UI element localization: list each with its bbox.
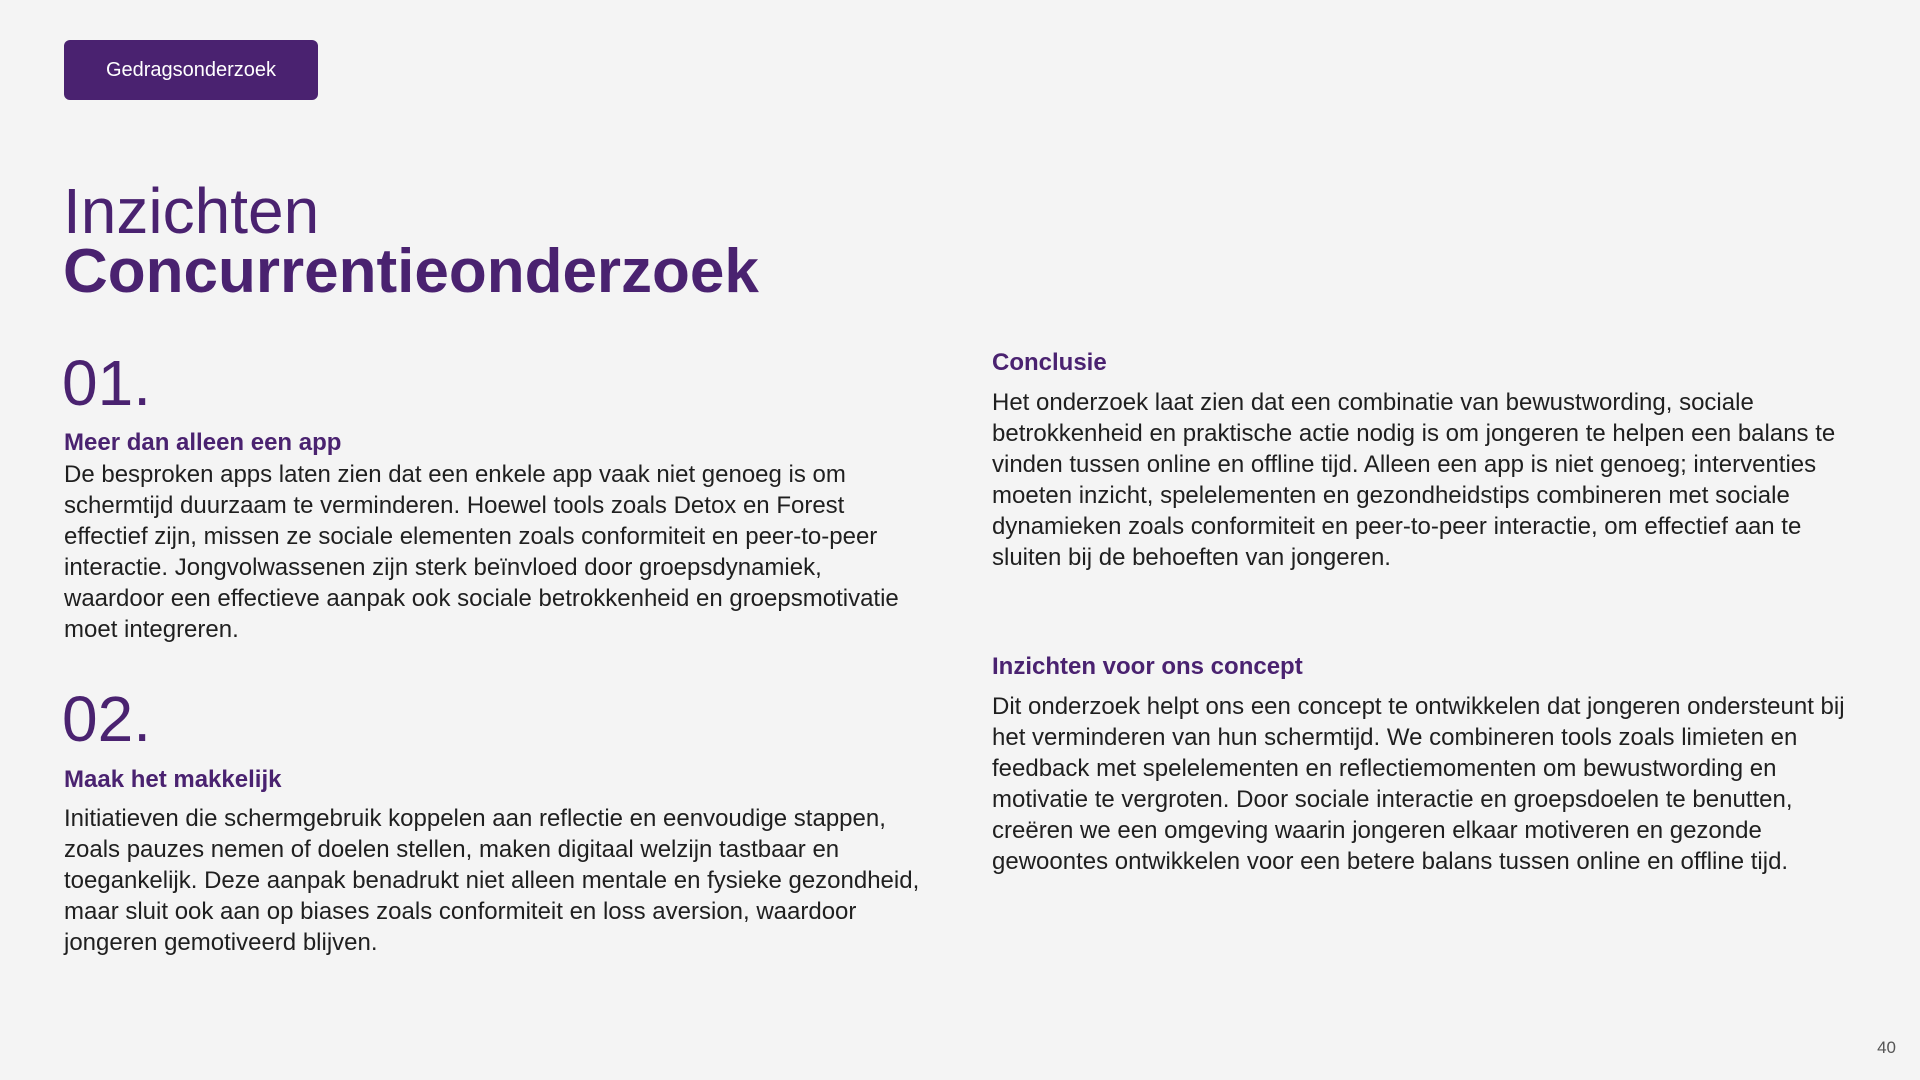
category-tag[interactable]: Gedragsonderzoek <box>64 40 318 100</box>
conclusion-body: Het onderzoek laat zien dat een combinatie van bewustwording, sociale betrokkenheid en praktische actie nodig is om jongeren te helpen een balans te vinden tussen online en offline tijd. Alleen een app is niet genoeg; interventies moeten inzicht, spelelementen en gezondheidstips combineren met sociale dynamieken zoals conformiteit en peer-to-peer interactie, om effectief aan te sluiten bij de behoeften van jongeren. <box>992 389 1836 571</box>
insights-heading: Inzichten voor ons concept <box>992 653 1303 680</box>
section-body-02: Initiatieven die schermgebruik koppelen aan reflectie en eenvoudige stappen, zoals pauzes nemen of doelen stellen, maken digitaal welzijn tastbaar en toegankelijk. Deze aanpak benadrukt niet alleen mentale en fysieke gezondheid, maar sluit ook aan op biases zoals conformiteit en loss aversion, waardoor jongeren gemotiveerd blijven. <box>64 805 920 956</box>
insights-body: Dit onderzoek helpt ons een concept te ontwikkelen dat jongeren ondersteunt bij het verminderen van hun schermtijd. We combineren tools zoals limieten en feedback met spelelementen en reflectiemomenten om bewustwording en motivatie te vergroten. Door sociale interactie en groepsdoelen te benutten, creëren we een omgeving waarin jongeren elkaar motiveren en gezonde gewoontes ontwikkelen voor een betere balans tussen online en offline tijd. <box>992 693 1845 875</box>
page-number: 40 <box>1877 1038 1896 1057</box>
page-title-bold: Concurrentieonderzoek <box>63 237 759 306</box>
section-number-01: 01. <box>62 347 151 419</box>
section-body-01: De besproken apps laten zien dat een enkele app vaak niet genoeg is om schermtijd duurzaam te verminderen. Hoewel tools zoals Detox en Forest effectief zijn, missen ze sociale elementen zoals conformiteit en peer-to-peer interactie. Jongvolwassenen zijn sterk beïnvloed door groepsdynamiek, waardoor een effectieve aanpak ook sociale betrokkenheid en groepsmotivatie moet integreren. <box>64 461 899 643</box>
section-heading-02: Maak het makkelijk <box>64 766 282 793</box>
conclusion-heading: Conclusie <box>992 349 1107 376</box>
section-number-02: 02. <box>62 683 151 755</box>
page-title-light: Inzichten <box>63 175 320 247</box>
section-heading-01: Meer dan alleen een app <box>64 429 342 456</box>
